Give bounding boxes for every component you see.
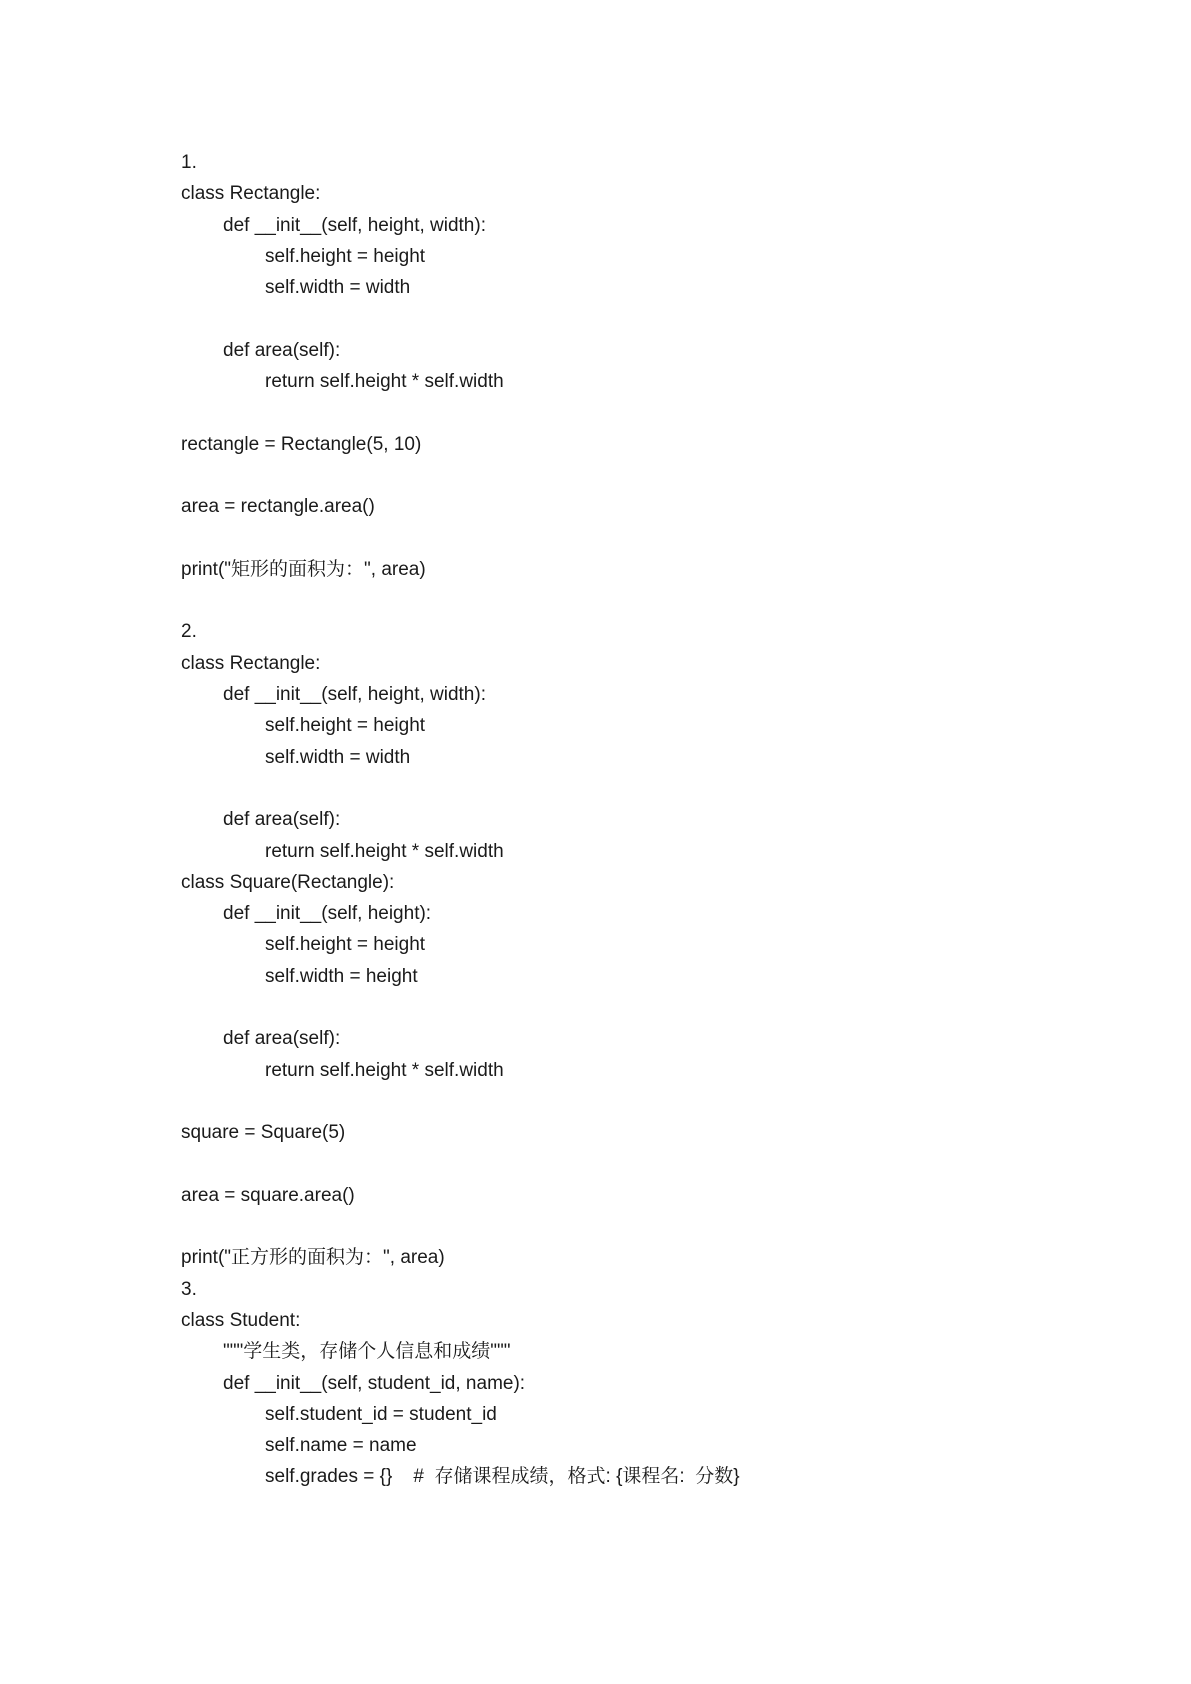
code-line: 2. <box>181 621 197 643</box>
blank-line <box>181 992 1101 1023</box>
code-line: def area(self): <box>223 1028 341 1050</box>
code-line: class Rectangle: <box>181 183 321 205</box>
code-line: def __init__(self, height, width): <box>223 684 486 706</box>
code-line: def __init__(self, height): <box>223 903 432 925</box>
code-line: class Student: <box>181 1309 301 1331</box>
code-line: square = Square(5) <box>181 1122 346 1144</box>
blank-line <box>181 773 1101 804</box>
code-line: self.width = height <box>265 965 418 987</box>
code-line: self.height = height <box>265 934 426 956</box>
code-line: class Square(Rectangle): <box>181 871 395 893</box>
code-line: def __init__(self, height, width): <box>223 214 486 236</box>
code-line: print("矩形的面积为：", area) <box>181 558 426 580</box>
code-line: area = square.area() <box>181 1184 355 1206</box>
code-line: """学生类，存储个人信息和成绩""" <box>223 1341 511 1363</box>
code-line: class Rectangle: <box>181 652 321 674</box>
code-line: return self.height * self.width <box>265 371 504 393</box>
blank-line <box>181 523 1101 554</box>
code-line: return self.height * self.width <box>265 840 504 862</box>
code-line: self.height = height <box>265 715 426 737</box>
code-line: self.width = width <box>265 277 411 299</box>
blank-line <box>181 1149 1101 1180</box>
blank-line <box>181 460 1101 491</box>
blank-line <box>181 397 1101 428</box>
code-line: self.height = height <box>265 245 426 267</box>
code-line: print("正方形的面积为：", area) <box>181 1247 445 1269</box>
code-line: return self.height * self.width <box>265 1059 504 1081</box>
code-line: self.width = width <box>265 746 411 768</box>
code-line: rectangle = Rectangle(5, 10) <box>181 433 422 455</box>
code-line: def area(self): <box>223 339 341 361</box>
code-line: 1. <box>181 152 197 173</box>
code-listing <box>181 147 1101 1493</box>
code-line: 3. <box>181 1278 197 1300</box>
blank-line <box>181 1211 1101 1242</box>
code-line: self.student_id = student_id <box>265 1403 497 1425</box>
blank-line <box>181 303 1101 334</box>
code-line: self.grades = {} # 存储课程成绩，格式: {课程名: 分数} <box>265 1466 740 1488</box>
code-line: def area(self): <box>223 809 341 831</box>
code-line: self.name = name <box>265 1435 417 1457</box>
code-line: area = rectangle.area() <box>181 496 375 518</box>
blank-line <box>181 1086 1101 1117</box>
blank-line <box>181 585 1101 616</box>
code-line: def __init__(self, student_id, name): <box>223 1372 526 1394</box>
